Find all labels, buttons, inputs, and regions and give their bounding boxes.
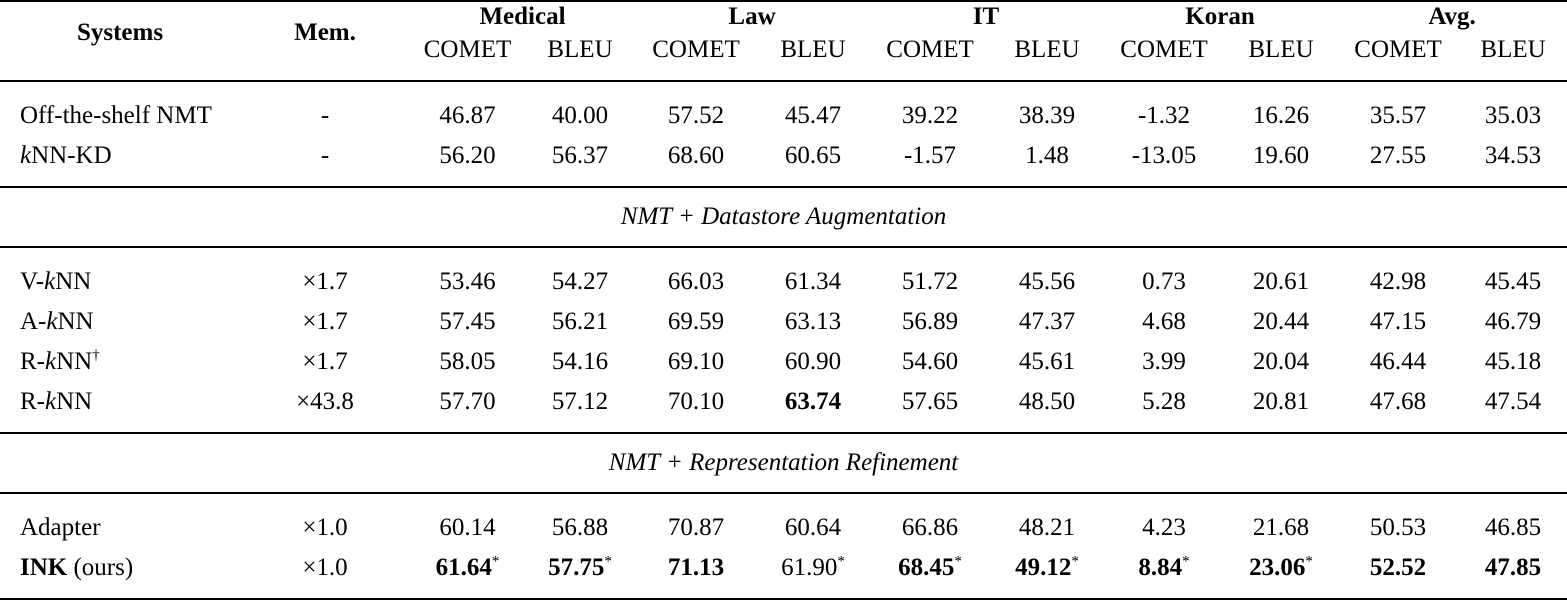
- system-name: Adapter: [20, 514, 101, 541]
- cell: 4.68: [1142, 308, 1186, 335]
- cell: 48.50: [1018, 388, 1076, 415]
- cell: 63.74: [784, 388, 842, 415]
- cell: 20.81: [1252, 388, 1310, 415]
- cell: 51.72: [901, 268, 959, 295]
- cell: 47.37: [1018, 308, 1076, 335]
- cell: 21.68: [1252, 514, 1310, 541]
- cell: -1.57: [903, 142, 957, 169]
- table-row: [0, 302, 1567, 342]
- header-metric-comet: COMET: [1120, 36, 1208, 63]
- header-metric-bleu: BLEU: [1014, 36, 1080, 63]
- table-row: [0, 247, 1567, 302]
- header-metric-bleu: BLEU: [1248, 36, 1314, 63]
- mem-value: -: [320, 142, 330, 169]
- table-row: [0, 81, 1567, 136]
- cell: 56.89: [901, 308, 959, 335]
- cell: 46.79: [1484, 308, 1542, 335]
- table-row: [0, 493, 1567, 548]
- cell: 23.06*: [1249, 553, 1313, 581]
- cell: 56.21: [551, 308, 609, 335]
- cell: 5.28: [1142, 388, 1186, 415]
- cell: 38.39: [1018, 102, 1076, 129]
- cell: 56.88: [551, 514, 609, 541]
- mem-value: ×1.7: [302, 308, 348, 335]
- cell: 57.52: [667, 102, 725, 129]
- header-domain-koran: Koran: [1185, 3, 1255, 30]
- cell: 46.85: [1484, 514, 1542, 541]
- cell: 39.22: [901, 102, 959, 129]
- header-systems: Systems: [76, 19, 164, 46]
- cell: -1.32: [1137, 102, 1191, 129]
- cell: 70.87: [667, 514, 725, 541]
- cell: 61.64*: [435, 553, 500, 581]
- cell: 20.04: [1252, 348, 1310, 375]
- significance-mark: *: [837, 553, 845, 570]
- significance-mark: *: [1182, 553, 1190, 570]
- cell: 56.37: [551, 142, 609, 169]
- cell: 27.55: [1369, 142, 1427, 169]
- system-name: A-kNN: [20, 308, 94, 335]
- cell: 66.03: [667, 268, 725, 295]
- header-metric-comet: COMET: [423, 36, 512, 63]
- mem-value: ×1.0: [302, 514, 348, 541]
- significance-mark: *: [1071, 553, 1079, 570]
- section-title: NMT + Datastore Augmentation: [620, 203, 947, 230]
- system-name: Off-the-shelf NMT: [20, 102, 212, 129]
- cell: 1.48: [1025, 142, 1069, 169]
- cell: 61.34: [784, 268, 842, 295]
- cell: 69.10: [667, 348, 725, 375]
- significance-mark: *: [1305, 553, 1313, 570]
- table-row: [0, 548, 1567, 599]
- section-row: [0, 187, 1567, 247]
- system-name: kNN-KD: [20, 142, 112, 169]
- cell: 20.61: [1252, 268, 1310, 295]
- cell: -13.05: [1131, 142, 1197, 169]
- header-metric-comet: COMET: [1354, 36, 1442, 63]
- cell: 66.86: [901, 514, 959, 541]
- cell: 35.03: [1484, 102, 1542, 129]
- cell: 57.12: [551, 388, 609, 415]
- mem-value: ×1.7: [302, 348, 348, 375]
- header-metric-comet: COMET: [652, 36, 740, 63]
- cell: 57.70: [439, 388, 496, 415]
- table-row: [0, 382, 1567, 433]
- cell: 48.21: [1018, 514, 1076, 541]
- cell: 63.13: [784, 308, 842, 335]
- cell: 47.54: [1484, 388, 1542, 415]
- mem-value: -: [320, 102, 330, 129]
- cell: 57.75*: [548, 553, 612, 581]
- cell: 70.10: [667, 388, 725, 415]
- section-title: NMT + Representation Refinement: [608, 449, 959, 476]
- cell: 47.68: [1369, 388, 1427, 415]
- header-metric-bleu: BLEU: [1480, 36, 1546, 63]
- header-domain-it: IT: [972, 3, 1000, 30]
- mem-value: ×1.0: [302, 554, 348, 581]
- cell: 47.15: [1369, 308, 1427, 335]
- system-name: INK (ours): [20, 554, 134, 581]
- cell: 19.60: [1252, 142, 1310, 169]
- cell: 54.16: [551, 348, 609, 375]
- cell: 45.45: [1484, 268, 1542, 295]
- table-row: [0, 136, 1567, 187]
- cell: 35.57: [1369, 102, 1427, 129]
- cell: 46.44: [1369, 348, 1427, 375]
- cell: 8.84*: [1138, 553, 1190, 581]
- table-row: [0, 342, 1567, 382]
- cell: 3.99: [1142, 348, 1186, 375]
- cell: 69.59: [667, 308, 725, 335]
- system-name: R-kNN: [20, 388, 93, 415]
- cell: 53.46: [439, 268, 496, 295]
- cell: 56.20: [439, 142, 496, 169]
- header-metric-comet: COMET: [886, 36, 974, 63]
- mem-value: ×43.8: [296, 388, 354, 415]
- cell: 58.05: [439, 348, 496, 375]
- cell: 34.53: [1484, 142, 1542, 169]
- section-row: [0, 433, 1567, 493]
- cell: 4.23: [1142, 514, 1186, 541]
- significance-mark: *: [604, 553, 612, 570]
- cell: 50.53: [1369, 514, 1427, 541]
- dagger-mark: †: [92, 347, 100, 364]
- cell: 20.44: [1252, 308, 1310, 335]
- cell: 45.18: [1484, 348, 1542, 375]
- significance-mark: *: [954, 553, 962, 570]
- cell: 68.45*: [898, 553, 962, 581]
- cell: 60.90: [784, 348, 842, 375]
- cell: 45.61: [1018, 348, 1076, 375]
- header-row-domains: [0, 1, 1567, 32]
- cell: 60.14: [439, 514, 496, 541]
- header-metric-bleu: BLEU: [547, 36, 613, 63]
- system-name: V-kNN: [20, 268, 92, 295]
- cell: 52.52: [1369, 554, 1427, 581]
- mem-value: ×1.7: [302, 268, 348, 295]
- cell: 54.60: [901, 348, 959, 375]
- cell: 16.26: [1252, 102, 1310, 129]
- header-mem: Mem.: [294, 19, 356, 46]
- header-metric-bleu: BLEU: [780, 36, 846, 63]
- cell: 57.45: [439, 308, 496, 335]
- cell: 42.98: [1369, 268, 1427, 295]
- cell: 45.56: [1018, 268, 1076, 295]
- cell: 0.73: [1142, 268, 1186, 295]
- cell: 71.13: [667, 554, 725, 581]
- header-domain-law: Law: [728, 3, 776, 30]
- cell: 46.87: [439, 102, 496, 129]
- header-domain-avg: Avg.: [1428, 3, 1476, 30]
- cell: 54.27: [551, 268, 609, 295]
- significance-mark: *: [491, 553, 500, 570]
- cell: 61.90*: [781, 553, 845, 581]
- cell: 49.12*: [1015, 553, 1079, 581]
- cell: 68.60: [667, 142, 725, 169]
- cell: 60.64: [784, 514, 842, 541]
- cell: 40.00: [551, 102, 609, 129]
- system-name: R-kNN†: [20, 347, 100, 375]
- cell: 47.85: [1484, 554, 1542, 581]
- cell: 45.47: [784, 102, 842, 129]
- cell: 57.65: [901, 388, 959, 415]
- cell: 60.65: [784, 142, 842, 169]
- header-domain-medical: Medical: [479, 3, 566, 30]
